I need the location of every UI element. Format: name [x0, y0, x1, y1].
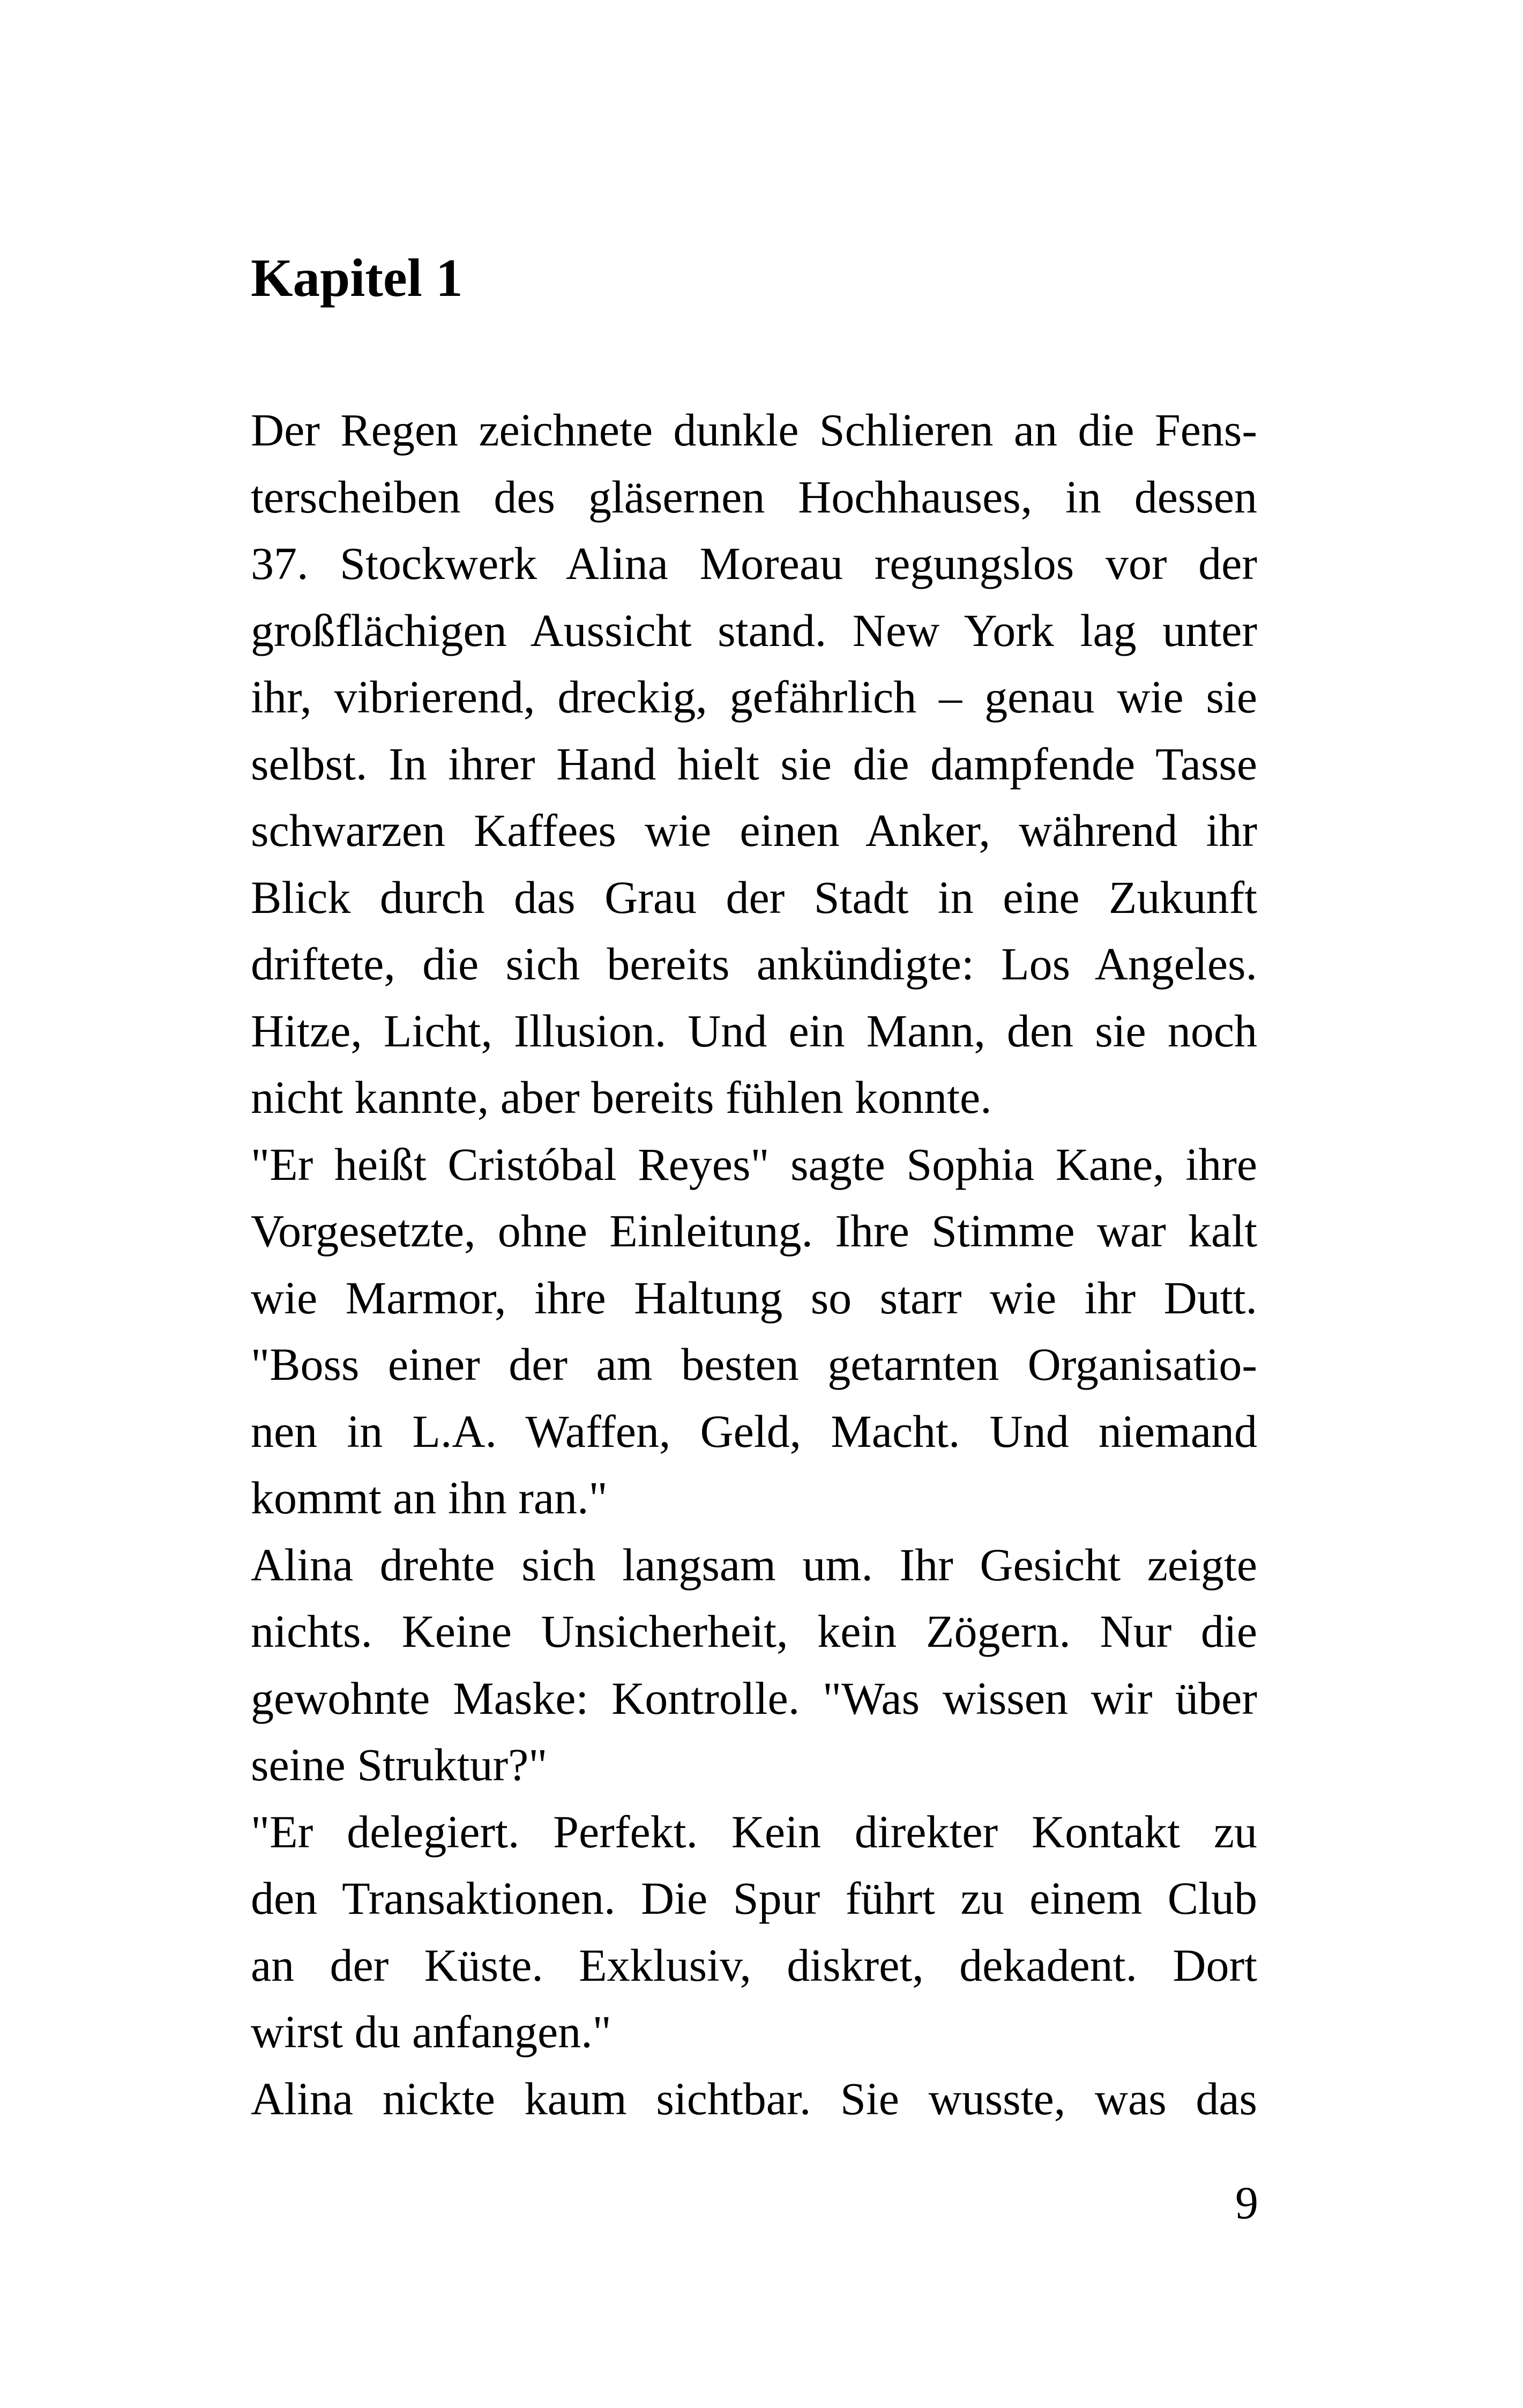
text-line: Alina nickte kaum sichtbar. Sie wusste, was das [251, 2072, 1257, 2124]
text-line: nen in L.A. Waffen, Geld, Macht. Und niemand [251, 1405, 1257, 1457]
text-line: "Er heißt Cristóbal Reyes" sagte Sophia Kane, ihre [251, 1138, 1257, 1190]
body-text [251, 397, 1257, 2132]
text-line: gewohnte Maske: Kontrolle. "Was wissen wir über [251, 1672, 1257, 1724]
chapter-heading: Kapitel 1 [251, 248, 463, 308]
text-line: Vorgesetzte, ohne Einleitung. Ihre Stimme war kalt [251, 1205, 1257, 1257]
text-line: "Boss einer der am besten getarnten Organisatio- [251, 1339, 1257, 1390]
text-line: driftete, die sich bereits ankündigte: Los Angeles. [251, 938, 1257, 990]
page-number: 9 [1235, 2177, 1258, 2228]
text-line: Blick durch das Grau der Stadt in eine Zukunft [251, 871, 1257, 923]
text-line: kommt an ihn ran." [251, 1472, 608, 1523]
text-line: wie Marmor, ihre Haltung so starr wie ihr Dutt. [251, 1272, 1257, 1324]
text-line: "Er delegiert. Perfekt. Kein direkter Kontakt zu [251, 1805, 1257, 1857]
text-line: wirst du anfangen." [251, 2006, 611, 2057]
text-line: den Transaktionen. Die Spur führt zu einem Club [251, 1872, 1257, 1924]
text-line: Alina drehte sich langsam um. Ihr Gesicht zeigte [251, 1539, 1257, 1591]
text-line: schwarzen Kaffees wie einen Anker, während ihr [251, 805, 1257, 856]
text-line: Der Regen zeichnete dunkle Schlieren an die Fens- [251, 404, 1257, 456]
text-line: 37. Stockwerk Alina Moreau regungslos vor der [251, 538, 1257, 589]
text-line: nicht kannte, aber bereits fühlen konnte. [251, 1072, 992, 1123]
text-line: nichts. Keine Unsicherheit, kein Zögern. Nur die [251, 1606, 1257, 1657]
text-line: an der Küste. Exklusiv, diskret, dekadent. Dort [251, 1939, 1257, 1991]
text-line: selbst. In ihrer Hand hielt sie die dampfende Tasse [251, 738, 1257, 790]
text-line: seine Struktur?" [251, 1739, 548, 1790]
text-line: ihr, vibrierend, dreckig, gefährlich – genau wie sie [251, 671, 1257, 723]
text-line: großflächigen Aussicht stand. New York lag unter [251, 604, 1257, 656]
text-line: terscheiben des gläsernen Hochhauses, in dessen [251, 471, 1257, 523]
text-line: Hitze, Licht, Illusion. Und ein Mann, den sie noch [251, 1005, 1257, 1057]
